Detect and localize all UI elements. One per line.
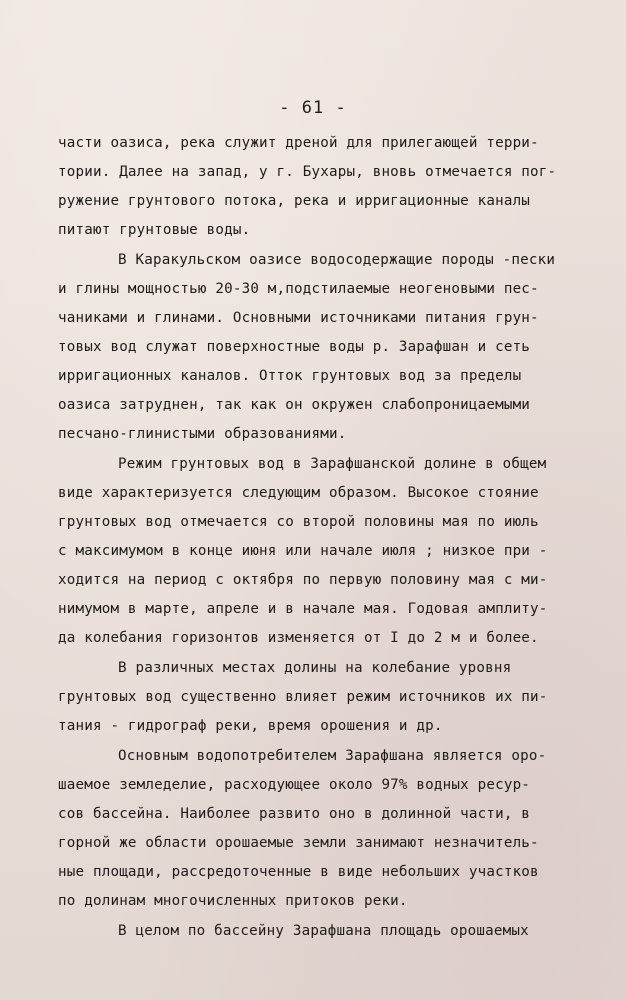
text-line: горной же области орошаемые земли занимают незначитель-: [58, 835, 539, 851]
text-line: тания - гидрограф реки, время орошения и др.: [58, 718, 443, 734]
paragraph-first-line: Режим грунтовых вод в Зарафшанской долине в общем: [118, 456, 547, 472]
text-line: товых вод служат поверхностные воды р. Зарафшан и сеть: [58, 339, 531, 355]
text-line: виде характеризуется следующим образом. Высокое стояние: [58, 485, 539, 501]
text-line: нимумом в марте, апреле и в начале мая. Годовая амплиту-: [58, 601, 548, 617]
text-line: ходится на период с октября по первую половину мая с ми-: [58, 572, 548, 588]
text-line: ирригационных каналов. Отток грунтовых вод за пределы: [58, 368, 522, 384]
text-line: части оазиса, река служит дреной для прилегающей терри-: [58, 135, 539, 151]
text-line: оазиса затруднен, так как он окружен слабопроницаемыми: [58, 397, 531, 413]
paragraph-first-line: В целом по бассейну Зарафшана площадь орошаемых: [118, 923, 529, 939]
text-line: питают грунтовые воды.: [58, 222, 251, 238]
text-line: по долинам многочисленных притоков реки.: [58, 893, 408, 909]
text-line: шаемое земледелие, расходующее около 97% водных ресур-: [58, 777, 531, 793]
text-line: грунтовых вод существенно влияет режим источников их пи-: [58, 689, 548, 705]
text-line: сов бассейна. Наиболее развито оно в долинной части, в: [58, 806, 531, 822]
text-line: с максимумом в конце июня или начале июля ; низкое при -: [58, 543, 548, 559]
text-line: тории. Далее на запад, у г. Бухары, вновь отмечается пог-: [58, 164, 557, 180]
page-number: - 61 -: [279, 98, 347, 118]
text-line: ружение грунтового потока, река и ирригационные каналы: [58, 193, 531, 209]
text-line: песчано-глинистыми образованиями.: [58, 426, 347, 442]
text-line: грунтовых вод отмечается со второй половины мая по июль: [58, 514, 539, 530]
text-line: ные площади, рассредоточенные в виде небольших участков: [58, 864, 539, 880]
text-line: да колебания горизонтов изменяется от I до 2 м и более.: [58, 630, 539, 646]
paragraph-first-line: Основным водопотребителем Зарафшана является оро-: [118, 748, 547, 764]
paragraph-first-line: В Каракульском оазисе водосодержащие породы -пески: [118, 252, 556, 268]
paragraph-first-line: В различных местах долины на колебание уровня: [118, 660, 512, 676]
text-line: чаниками и глинами. Основными источниками питания грун-: [58, 310, 539, 326]
text-line: и глины мощностью 20-30 м,подстилаемые неогеновыми пес-: [58, 281, 539, 297]
